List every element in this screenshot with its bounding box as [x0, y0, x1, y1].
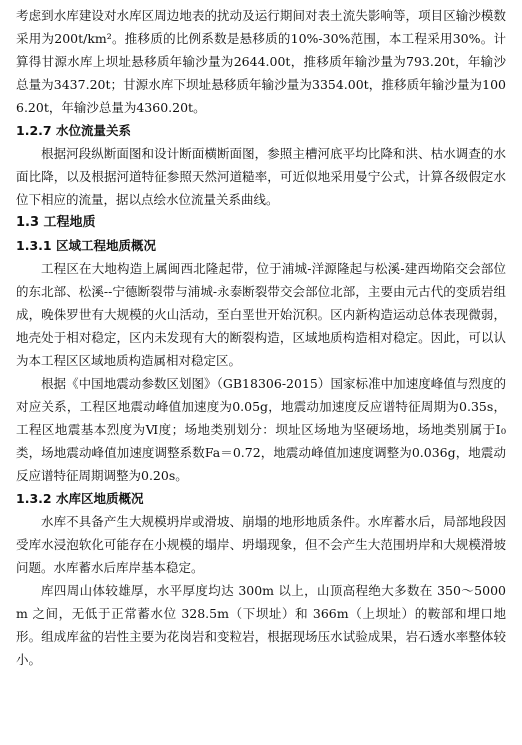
heading-1-3: 1.3 工程地质 — [16, 215, 96, 230]
paragraph-regional-geology: 工程区在大地构造上属闽西北隆起带，位于浦城-洋源隆起与松溪-建西坳陷交会部位的东北部、松溪--宁德断裂带与浦城-永泰断裂带交会部位北部，主要由元古代的变质岩组成，晚侏罗世有大规模的火山活动，至白垩世开始沉积。区内新构造运动总体表现微弱，地壳处于相对稳定，区内未发现有大的断裂构造，区域地质构造相对稳定。因此，可以认为本工程区区域地质构造属相对稳定区。 — [16, 261, 506, 368]
heading-1-2-7: 1.2.7 水位流量关系 — [16, 123, 131, 138]
paragraph-stage-discharge: 根据河段纵断面图和设计断面横断面图，参照主槽河底平均比降和洪、枯水调查的水面比降，以及根据河道特征参照天然河道糙率，可近似地采用曼宁公式，计算各级假定水位下相应的流量，据以点绘水位流量关系曲线。 — [16, 146, 506, 207]
heading-1-3-1: 1.3.1 区域工程地质概况 — [16, 238, 156, 253]
paragraph-reservoir-stability: 水库不具备产生大规模坍岸或滑坡、崩塌的地形地质条件。水库蓄水后，局部地段因受库水浸泡软化可能存在小规模的塌岸、坍塌现象，但不会产生大范围坍岸和大规模滑坡问题。水库蓄水后库岸基本稳定。 — [16, 514, 506, 575]
paragraph-sediment: 考虑到水库建设对水库区周边地表的扰动及运行期间对表土流失影响等，项目区输沙模数采用为200t/km²。推移质的比例系数是悬移质的10%-30%范围，本工程采用30%。计算得甘源水库上坝址悬移质年输沙量为2644.00t，推移质年输沙量为793.20t，年输沙总量为3437.20t；甘源水库下坝址悬移质年输沙量为3354.00t，推移质年输沙量为1006.20t，年输沙总量为4360.20t。 — [16, 8, 506, 115]
paragraph-seismic: 根据《中国地震动参数区划图》（GB18306-2015）国家标准中加速度峰值与烈度的对应关系，工程区地震动峰值加速度为0.05g，地震动加速度反应谱特征周期为0.35s，工程区地震基本烈度为Ⅵ度；场地类别划分：坝址区场地为坚硬场地，场地类别属于Ⅰ₀类，场地震动峰值加速度调整系数Fa＝0.72，地震动峰值加速度调整为0.036g，地震动反应谱特征周期调整为0.20s。 — [16, 376, 506, 483]
paragraph-reservoir-terrain: 库四周山体较雄厚，水平厚度均达 300m 以上，山顶高程绝大多数在 350～5000m 之间，无低于正常蓄水位 328.5m（下坝址）和 366m（上坝址）的鞍部和埋口地形。组成库盆的岩性主要为花岗岩和变粒岩，根据现场压水试验成果，岩石透水率整体较小。 — [16, 583, 506, 667]
heading-1-3-2: 1.3.2 水库区地质概况 — [16, 491, 144, 506]
